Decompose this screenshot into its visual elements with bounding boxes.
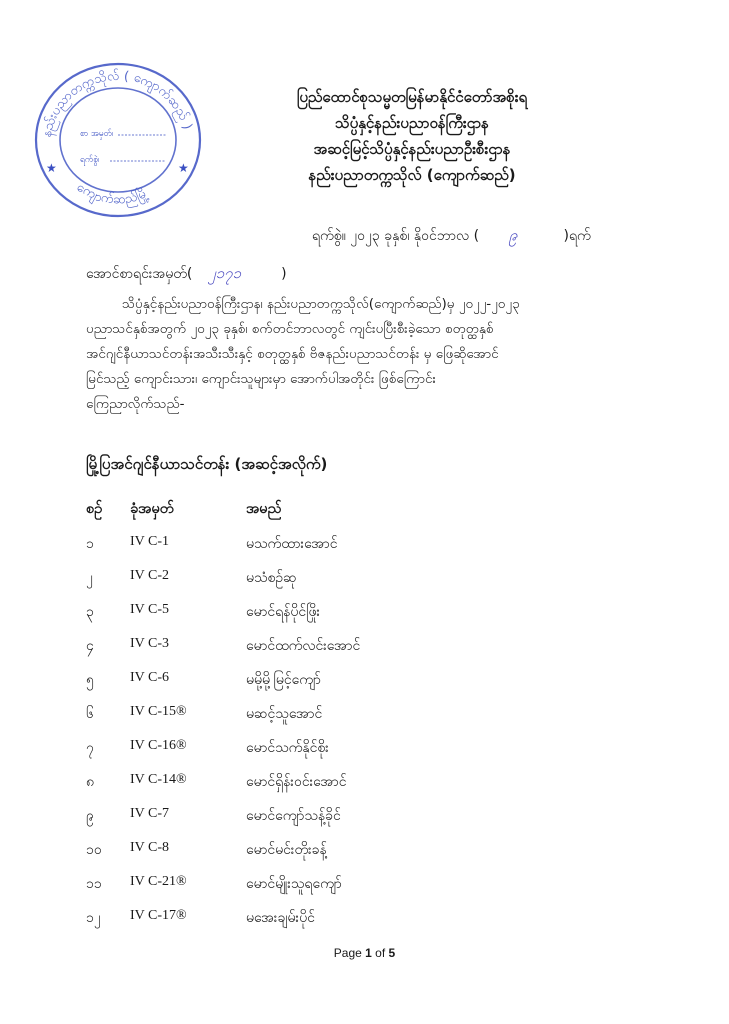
table-row (86, 908, 586, 942)
results-table (86, 500, 586, 942)
header-roll-number: ခုံအမှတ် (130, 501, 174, 517)
table-header-row (86, 500, 586, 534)
paragraph-line: မြင်သည့် ကျောင်းသား၊ ကျောင်းသူများမှာ အောက်ပါအတိုင်း ဖြစ်ကြောင်း (86, 371, 436, 387)
student-name-cell: မောင်မင်းတိုးခန့် (246, 842, 327, 858)
cert-suffix: ) (281, 266, 287, 282)
svg-text:★: ★ (178, 161, 189, 175)
footer-of-word: of (375, 946, 386, 960)
table-row (86, 670, 586, 704)
serial-cell: ၁၀ (86, 842, 102, 858)
table-row (86, 568, 586, 602)
roll-number-cell: IV C-17® (130, 908, 187, 923)
table-row (86, 602, 586, 636)
svg-text:ရက်စွဲ၊: ရက်စွဲ၊ (80, 155, 100, 165)
roll-number-cell: IV C-2 (130, 568, 170, 583)
serial-cell: ၈ (86, 774, 94, 790)
header-serial: စဥ် (86, 501, 103, 517)
result-list-number-line (86, 264, 287, 286)
table-row (86, 704, 586, 738)
date-line (312, 226, 692, 248)
table-row (86, 738, 586, 772)
header-line-department: အဆင့်မြင့်သိပ္ပံနှင့်နည်းပညာဦးစီးဌာန (313, 140, 511, 158)
roll-number-cell: IV C-7 (130, 806, 170, 821)
seal-stamp-icon (28, 50, 208, 218)
letterhead (222, 84, 602, 188)
roll-number-cell: IV C-15® (130, 704, 187, 719)
serial-cell: ၆ (86, 706, 94, 722)
svg-text:စာ အမှတ်၊: စာ အမှတ်၊ (80, 129, 114, 139)
header-line-government: ပြည်ထောင်စုသမ္မတမြန်မာနိုင်ငံတော်အစိုးရ (296, 88, 528, 106)
date-suffix: )ရက် (563, 228, 591, 244)
serial-cell: ၅ (86, 672, 94, 688)
student-name-cell: မောင်သက်နိုင်စိုး (246, 740, 329, 756)
paragraph-line: ပညာသင်နှစ်အတွက် ၂၀၂၃ ခုနှစ်၊ စက်တင်ဘာလတွင် ကျင်းပပြီးစီးခဲ့သော စတုတ္ထနှစ် (86, 321, 494, 337)
table-row (86, 840, 586, 874)
roll-number-cell: IV C-16® (130, 738, 187, 753)
footer-page-word: Page (333, 946, 362, 960)
student-name-cell: မောင်ထက်လင်းအောင် (246, 638, 361, 654)
roll-number-cell: IV C-3 (130, 636, 170, 651)
table-row (86, 874, 586, 908)
roll-number-cell: IV C-1 (130, 534, 170, 549)
footer-page-total: 5 (388, 946, 396, 960)
student-name-cell: မောင်ကျော်သန့်ခိုင် (246, 808, 341, 824)
roll-number-cell: IV C-6 (130, 670, 170, 685)
serial-cell: ၂ (86, 570, 93, 586)
roll-number-cell: IV C-5 (130, 602, 170, 617)
roll-number-cell: IV C-14® (130, 772, 187, 787)
header-line-university: နည်းပညာတက္ကသိုလ် (ကျောက်ဆည်) (308, 166, 516, 184)
svg-text:ကျောက်ဆည်မြို့: ကျောက်ဆည်မြို့ (74, 179, 151, 208)
student-name-cell: မဆင့်သူအောင် (246, 706, 323, 722)
table-row (86, 806, 586, 840)
cert-number-handwritten: ၂၁၇၁ (208, 264, 242, 282)
student-name-cell: မောင်ရှိန်းဝင်းအောင် (246, 774, 347, 790)
svg-text:★: ★ (46, 161, 57, 175)
roll-number-cell: IV C-21® (130, 874, 187, 889)
paragraph-line: အင်ဂျင်နီယာသင်တန်းအသီးသီးနှင့် စတုတ္ထနှစ် ဗိဇနည်းပညာသင်တန်း မှ ဖြေဆိုအောင် (86, 346, 499, 362)
date-day-handwritten: ၉ (509, 226, 518, 244)
section-title: မြို့ပြအင်ဂျင်နီယာသင်တန်း (အဆင့်အလိုက်) (86, 455, 328, 473)
header-name: အမည် (246, 501, 282, 517)
student-name-cell: မသံစဥ်ဆု (246, 570, 297, 586)
footer-page-current: 1 (365, 946, 372, 960)
paragraph-line: သိပ္ပံနှင့်နည်းပညာဝန်ကြီးဌာန၊ နည်းပညာတက္ကသိုလ်(ကျောက်ဆည်)မှ ၂၀၂၂-၂၀၂၃ (122, 296, 520, 312)
serial-cell: ၁၁ (86, 876, 102, 892)
student-name-cell: မသက်ထားအောင် (246, 536, 338, 552)
table-row (86, 772, 586, 806)
serial-cell: ၇ (86, 740, 94, 756)
official-seal (28, 50, 208, 218)
announcement-paragraph (86, 292, 646, 417)
cert-prefix: အောင်စာရင်းအမှတ်( (86, 266, 193, 282)
page-number-footer (0, 946, 729, 960)
serial-cell: ၃ (86, 604, 94, 620)
table-row (86, 534, 586, 568)
student-name-cell: မမို့မို့မြင့်ကျော် (246, 672, 321, 688)
serial-cell: ၁ (86, 536, 94, 552)
serial-cell: ၄ (86, 638, 94, 654)
paragraph-line: ကြေညာလိုက်သည်- (86, 396, 185, 412)
header-line-ministry: သိပ္ပံနှင့်နည်းပညာဝန်ကြီးဌာန (335, 114, 489, 132)
table-body (86, 534, 586, 942)
serial-cell: ၉ (86, 808, 94, 824)
student-name-cell: မအေးချမ်းပိုင် (246, 910, 315, 926)
serial-cell: ၁၂ (86, 910, 101, 926)
svg-text:နည်းပညာတက္ကသိုလ် ( ကျောက်ဆည် ): နည်းပညာတက္ကသိုလ် ( ကျောက်ဆည် ) (39, 68, 195, 139)
student-name-cell: မောင်ရန်ပိုင်ဖြိုး (246, 604, 321, 620)
student-name-cell: မောင်မျိုးသူရကျော် (246, 876, 342, 892)
date-prefix: ရက်စွဲ။ ၂၀၂၃ ခုနှစ်၊ နိုဝင်ဘာလ ( (312, 228, 480, 244)
roll-number-cell: IV C-8 (130, 840, 170, 855)
table-row (86, 636, 586, 670)
